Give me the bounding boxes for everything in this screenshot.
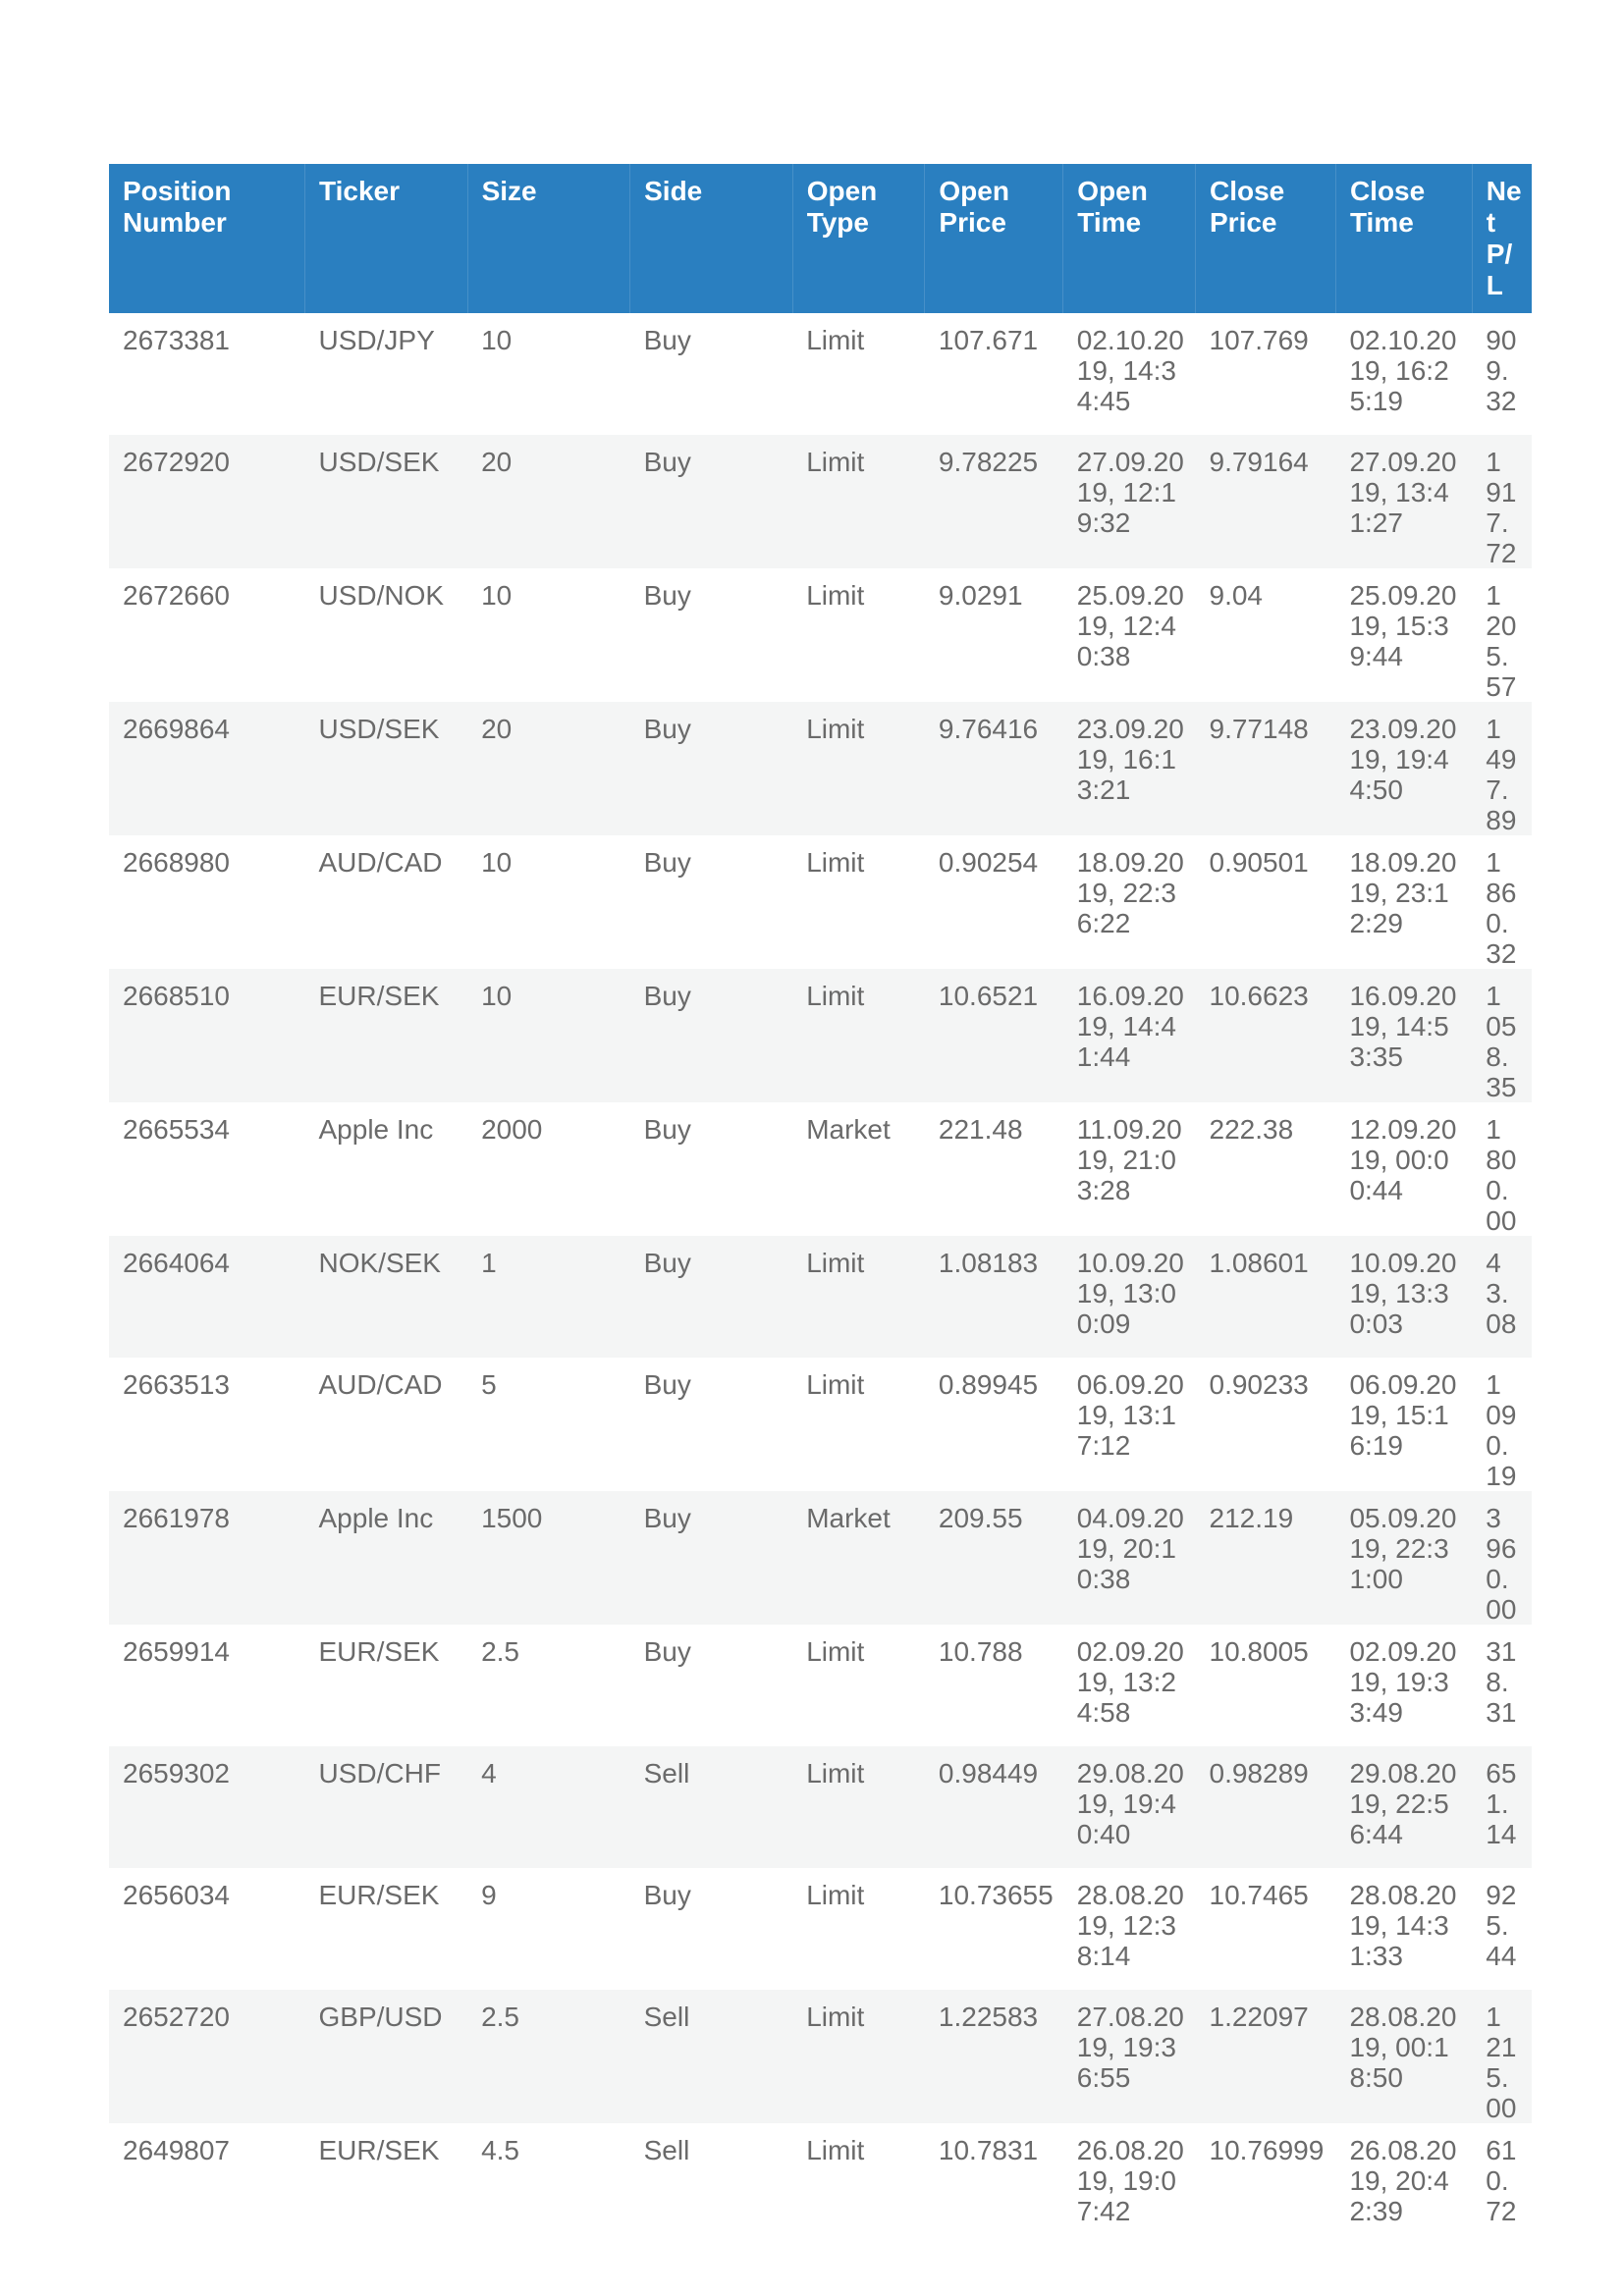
ticker-cell: EUR/SEK [305, 1625, 468, 1746]
close-price-cell: 107.769 [1196, 313, 1336, 435]
open-type-cell: Limit [792, 835, 925, 969]
open-price-cell: 107.671 [925, 313, 1063, 435]
table-row [109, 702, 1532, 835]
close-time-cell: 26.08.2019, 20:42:39 [1335, 2123, 1472, 2245]
side-cell: Sell [630, 1990, 793, 2123]
side-cell: Buy [630, 435, 793, 568]
open-time-cell: 26.08.2019, 19:07:42 [1063, 2123, 1196, 2245]
ticker-cell: EUR/SEK [305, 1868, 468, 1990]
side-cell: Buy [630, 568, 793, 702]
open-time-cell: 27.09.2019, 12:19:32 [1063, 435, 1196, 568]
net-pl-cell: 651.14 [1472, 1746, 1532, 1868]
position-number-cell: 2672660 [109, 568, 305, 702]
header-size: Size [467, 164, 630, 313]
close-time-cell: 06.09.2019, 15:16:19 [1335, 1358, 1472, 1491]
close-price-cell: 10.6623 [1196, 969, 1336, 1102]
size-cell: 2.5 [467, 1625, 630, 1746]
open-time-cell: 02.09.2019, 13:24:58 [1063, 1625, 1196, 1746]
position-number-cell: 2656034 [109, 1868, 305, 1990]
position-number-cell: 2652720 [109, 1990, 305, 2123]
size-cell: 10 [467, 835, 630, 969]
net-pl-cell: 610.72 [1472, 2123, 1532, 2245]
table-row [109, 1625, 1532, 1746]
size-cell: 10 [467, 969, 630, 1102]
open-price-cell: 9.78225 [925, 435, 1063, 568]
close-time-cell: 16.09.2019, 14:53:35 [1335, 969, 1472, 1102]
close-time-cell: 05.09.2019, 22:31:00 [1335, 1491, 1472, 1625]
size-cell: 1500 [467, 1491, 630, 1625]
net-pl-cell: 1 860.32 [1472, 835, 1532, 969]
close-time-cell: 28.08.2019, 14:31:33 [1335, 1868, 1472, 1990]
table-row [109, 435, 1532, 568]
table-row [109, 835, 1532, 969]
header-ticker: Ticker [305, 164, 468, 313]
net-pl-cell: 1 917.72 [1472, 435, 1532, 568]
side-cell: Sell [630, 1746, 793, 1868]
open-price-cell: 0.89945 [925, 1358, 1063, 1491]
side-cell: Buy [630, 1491, 793, 1625]
close-time-cell: 02.10.2019, 16:25:19 [1335, 313, 1472, 435]
ticker-cell: EUR/SEK [305, 2123, 468, 2245]
open-price-cell: 0.90254 [925, 835, 1063, 969]
close-price-cell: 0.98289 [1196, 1746, 1336, 1868]
side-cell: Buy [630, 969, 793, 1102]
side-cell: Buy [630, 835, 793, 969]
open-time-cell: 10.09.2019, 13:00:09 [1063, 1236, 1196, 1358]
open-price-cell: 1.08183 [925, 1236, 1063, 1358]
header-net-pl: Net P/L [1472, 164, 1532, 313]
open-type-cell: Limit [792, 702, 925, 835]
side-cell: Buy [630, 1868, 793, 1990]
open-price-cell: 1.22583 [925, 1990, 1063, 2123]
header-row [109, 164, 1532, 313]
open-price-cell: 9.0291 [925, 568, 1063, 702]
close-price-cell: 212.19 [1196, 1491, 1336, 1625]
side-cell: Buy [630, 702, 793, 835]
open-time-cell: 23.09.2019, 16:13:21 [1063, 702, 1196, 835]
size-cell: 4 [467, 1746, 630, 1868]
side-cell: Buy [630, 1102, 793, 1236]
close-time-cell: 25.09.2019, 15:39:44 [1335, 568, 1472, 702]
position-number-cell: 2673381 [109, 313, 305, 435]
open-price-cell: 10.73655 [925, 1868, 1063, 1990]
open-time-cell: 04.09.2019, 20:10:38 [1063, 1491, 1196, 1625]
ticker-cell: AUD/CAD [305, 835, 468, 969]
net-pl-cell: 1 497.89 [1472, 702, 1532, 835]
table-row [109, 2123, 1532, 2245]
net-pl-cell: 1 215.00 [1472, 1990, 1532, 2123]
open-time-cell: 16.09.2019, 14:41:44 [1063, 969, 1196, 1102]
table-row [109, 1236, 1532, 1358]
close-price-cell: 0.90233 [1196, 1358, 1336, 1491]
table-row [109, 1491, 1532, 1625]
position-number-cell: 2668980 [109, 835, 305, 969]
position-number-cell: 2649807 [109, 2123, 305, 2245]
position-number-cell: 2665534 [109, 1102, 305, 1236]
ticker-cell: Apple Inc [305, 1491, 468, 1625]
ticker-cell: USD/NOK [305, 568, 468, 702]
net-pl-cell: 925.44 [1472, 1868, 1532, 1990]
header-position-number: Position Number [109, 164, 305, 313]
table-row [109, 1102, 1532, 1236]
table-row [109, 313, 1532, 435]
open-type-cell: Limit [792, 568, 925, 702]
open-price-cell: 10.6521 [925, 969, 1063, 1102]
side-cell: Buy [630, 1236, 793, 1358]
ticker-cell: GBP/USD [305, 1990, 468, 2123]
header-side: Side [630, 164, 793, 313]
open-type-cell: Limit [792, 435, 925, 568]
ticker-cell: NOK/SEK [305, 1236, 468, 1358]
close-price-cell: 1.22097 [1196, 1990, 1336, 2123]
position-number-cell: 2672920 [109, 435, 305, 568]
close-price-cell: 222.38 [1196, 1102, 1336, 1236]
table-header [109, 164, 1532, 313]
open-type-cell: Limit [792, 1990, 925, 2123]
open-time-cell: 11.09.2019, 21:03:28 [1063, 1102, 1196, 1236]
side-cell: Buy [630, 1625, 793, 1746]
size-cell: 20 [467, 702, 630, 835]
close-price-cell: 9.79164 [1196, 435, 1336, 568]
net-pl-cell: 3 960.00 [1472, 1491, 1532, 1625]
open-price-cell: 9.76416 [925, 702, 1063, 835]
close-time-cell: 02.09.2019, 19:33:49 [1335, 1625, 1472, 1746]
open-price-cell: 10.7831 [925, 2123, 1063, 2245]
open-type-cell: Market [792, 1102, 925, 1236]
close-price-cell: 1.08601 [1196, 1236, 1336, 1358]
open-type-cell: Limit [792, 1746, 925, 1868]
size-cell: 2.5 [467, 1990, 630, 2123]
size-cell: 1 [467, 1236, 630, 1358]
table-row [109, 969, 1532, 1102]
side-cell: Buy [630, 313, 793, 435]
close-price-cell: 0.90501 [1196, 835, 1336, 969]
header-close-price: Close Price [1196, 164, 1336, 313]
net-pl-cell: 909.32 [1472, 313, 1532, 435]
positions-table [109, 164, 1532, 2245]
open-type-cell: Limit [792, 1868, 925, 1990]
net-pl-cell: 1 058.35 [1472, 969, 1532, 1102]
close-time-cell: 18.09.2019, 23:12:29 [1335, 835, 1472, 969]
open-price-cell: 209.55 [925, 1491, 1063, 1625]
close-price-cell: 10.8005 [1196, 1625, 1336, 1746]
position-number-cell: 2664064 [109, 1236, 305, 1358]
size-cell: 20 [467, 435, 630, 568]
open-price-cell: 10.788 [925, 1625, 1063, 1746]
size-cell: 10 [467, 313, 630, 435]
close-price-cell: 10.7465 [1196, 1868, 1336, 1990]
table-row [109, 1746, 1532, 1868]
close-price-cell: 9.77148 [1196, 702, 1336, 835]
open-time-cell: 25.09.2019, 12:40:38 [1063, 568, 1196, 702]
side-cell: Sell [630, 2123, 793, 2245]
open-time-cell: 29.08.2019, 19:40:40 [1063, 1746, 1196, 1868]
open-type-cell: Limit [792, 969, 925, 1102]
header-open-time: Open Time [1063, 164, 1196, 313]
position-number-cell: 2661978 [109, 1491, 305, 1625]
position-number-cell: 2669864 [109, 702, 305, 835]
position-number-cell: 2668510 [109, 969, 305, 1102]
side-cell: Buy [630, 1358, 793, 1491]
ticker-cell: USD/JPY [305, 313, 468, 435]
position-number-cell: 2663513 [109, 1358, 305, 1491]
open-price-cell: 0.98449 [925, 1746, 1063, 1868]
header-close-time: Close Time [1335, 164, 1472, 313]
ticker-cell: USD/SEK [305, 435, 468, 568]
open-price-cell: 221.48 [925, 1102, 1063, 1236]
close-price-cell: 10.76999 [1196, 2123, 1336, 2245]
size-cell: 9 [467, 1868, 630, 1990]
ticker-cell: Apple Inc [305, 1102, 468, 1236]
net-pl-cell: 318.31 [1472, 1625, 1532, 1746]
net-pl-cell: 43.08 [1472, 1236, 1532, 1358]
size-cell: 2000 [467, 1102, 630, 1236]
ticker-cell: AUD/CAD [305, 1358, 468, 1491]
open-time-cell: 02.10.2019, 14:34:45 [1063, 313, 1196, 435]
table-row [109, 1990, 1532, 2123]
open-time-cell: 27.08.2019, 19:36:55 [1063, 1990, 1196, 2123]
position-number-cell: 2659914 [109, 1625, 305, 1746]
size-cell: 4.5 [467, 2123, 630, 2245]
header-open-price: Open Price [925, 164, 1063, 313]
open-time-cell: 28.08.2019, 12:38:14 [1063, 1868, 1196, 1990]
ticker-cell: USD/SEK [305, 702, 468, 835]
close-price-cell: 9.04 [1196, 568, 1336, 702]
position-number-cell: 2659302 [109, 1746, 305, 1868]
net-pl-cell: 1 205.57 [1472, 568, 1532, 702]
header-open-type: Open Type [792, 164, 925, 313]
table-row [109, 568, 1532, 702]
close-time-cell: 29.08.2019, 22:56:44 [1335, 1746, 1472, 1868]
ticker-cell: USD/CHF [305, 1746, 468, 1868]
close-time-cell: 28.08.2019, 00:18:50 [1335, 1990, 1472, 2123]
table-body [109, 313, 1532, 2245]
size-cell: 10 [467, 568, 630, 702]
size-cell: 5 [467, 1358, 630, 1491]
open-time-cell: 06.09.2019, 13:17:12 [1063, 1358, 1196, 1491]
close-time-cell: 10.09.2019, 13:30:03 [1335, 1236, 1472, 1358]
net-pl-cell: 1 800.00 [1472, 1102, 1532, 1236]
close-time-cell: 27.09.2019, 13:41:27 [1335, 435, 1472, 568]
table-row [109, 1868, 1532, 1990]
open-type-cell: Limit [792, 2123, 925, 2245]
close-time-cell: 12.09.2019, 00:00:44 [1335, 1102, 1472, 1236]
close-time-cell: 23.09.2019, 19:44:50 [1335, 702, 1472, 835]
ticker-cell: EUR/SEK [305, 969, 468, 1102]
open-type-cell: Limit [792, 1236, 925, 1358]
open-type-cell: Limit [792, 313, 925, 435]
open-type-cell: Market [792, 1491, 925, 1625]
open-type-cell: Limit [792, 1625, 925, 1746]
open-type-cell: Limit [792, 1358, 925, 1491]
net-pl-cell: 1 090.19 [1472, 1358, 1532, 1491]
table-row [109, 1358, 1532, 1491]
open-time-cell: 18.09.2019, 22:36:22 [1063, 835, 1196, 969]
